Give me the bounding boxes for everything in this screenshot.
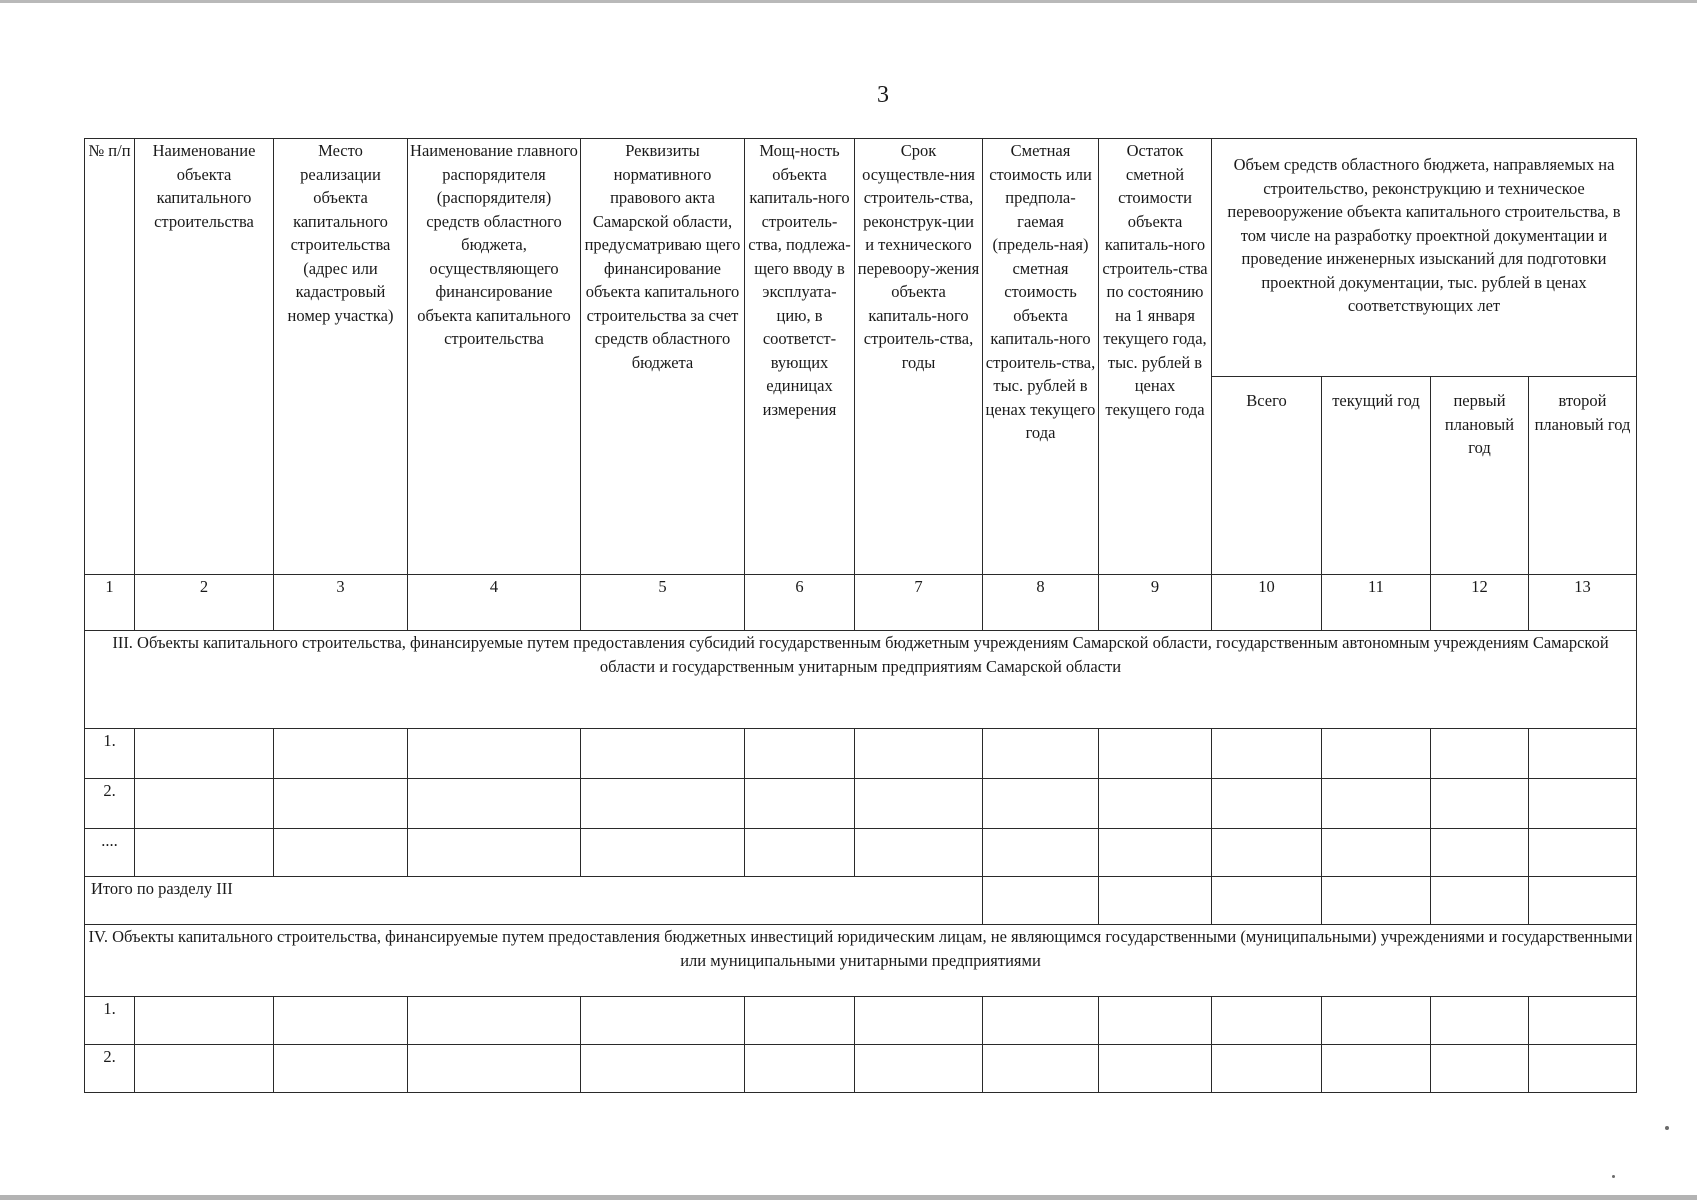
table-cell [274,997,408,1045]
table-cell [855,729,983,779]
table-cell [581,997,745,1045]
table-cell [1431,779,1529,829]
table-cell [135,729,274,779]
table-cell [1099,877,1212,925]
table-cell [855,997,983,1045]
table-cell [745,779,855,829]
table-cell [1099,1045,1212,1093]
table-cell [1529,877,1637,925]
header-row-top [85,139,1637,377]
table-cell [1322,1045,1431,1093]
table-row [85,829,1637,877]
table-cell [581,779,745,829]
table-cell [408,997,581,1045]
column-numbers-row [85,575,1637,631]
table-cell [1431,729,1529,779]
table-cell [135,997,274,1045]
table-cell [983,729,1099,779]
header-capacity: Мощ-ность объекта капиталь-ного строитель-ства, подлежа-щего вводу в эксплуата-цию, в соответст-вующих единицах измерения [745,139,855,575]
table-cell [1322,779,1431,829]
column-number: 13 [1529,575,1637,631]
header-total: Всего [1212,377,1322,575]
capital-construction-table [84,138,1637,1093]
header-remaining-cost: Остаток сметной стоимости объекта капиталь-ного строитель-ства по состоянию на 1 января текущего года, тыс. рублей в ценах текущего года [1099,139,1212,575]
table-cell [1322,877,1431,925]
column-number: 5 [581,575,745,631]
table-cell [983,997,1099,1045]
table-cell [1099,779,1212,829]
scan-edge-top [0,0,1697,3]
row-number: 1. [85,997,135,1045]
row-number: 2. [85,779,135,829]
section-3-total-label: Итого по разделу III [85,877,983,925]
table-cell [274,1045,408,1093]
table-cell [1529,729,1637,779]
table-cell [1212,779,1322,829]
column-number: 9 [1099,575,1212,631]
header-number: № п/п [85,139,135,575]
column-number: 7 [855,575,983,631]
table-cell [1099,997,1212,1045]
table-cell [581,829,745,877]
table-cell [1322,997,1431,1045]
table-row [85,997,1637,1045]
header-first-plan-year: первый плановый год [1431,377,1529,575]
table-cell [1529,779,1637,829]
table-cell [855,1045,983,1093]
header-budget-manager: Наименование главного распорядителя (распорядителя) средств областного бюджета, осуществляющего финансирование объекта капитального строительства [408,139,581,575]
column-number: 8 [983,575,1099,631]
table-cell [745,729,855,779]
column-number: 12 [1431,575,1529,631]
table-cell [1212,1045,1322,1093]
column-number: 11 [1322,575,1431,631]
table-cell [135,779,274,829]
header-construction-period: Срок осуществле-ния строитель-ства, реконструк-ции и технического перевоору-жения объекта капиталь-ного строитель-ства, годы [855,139,983,575]
scan-edge-bottom [0,1195,1697,1200]
column-number: 2 [135,575,274,631]
scan-speck [1665,1126,1669,1130]
section-3-title-row [85,631,1637,729]
header-estimated-cost: Сметная стоимость или предпола-гаемая (предель-ная) сметная стоимость объекта капиталь-ного строитель-ства, тыс. рублей в ценах текущего года [983,139,1099,575]
table-cell [1431,997,1529,1045]
section-4-title: IV. Объекты капитального строительства, финансируемые путем предоставления бюджетных инвестиций юридическим лицам, не являющимся государственными (муниципальными) учреждениями и государственными или муниципальными унитарными предприятиями [85,925,1637,997]
header-location: Место реализации объекта капитального строительства (адрес или кадастровый номер участка) [274,139,408,575]
header-legal-act: Реквизиты нормативного правового акта Самарской области, предусматриваю щего финансирование объекта капитального строительства за счет средств областного бюджета [581,139,745,575]
table-cell [274,729,408,779]
table-cell [581,1045,745,1093]
scan-speck [1612,1175,1615,1178]
header-object-name: Наименование объекта капитального строительства [135,139,274,575]
page-number: 3 [877,82,889,108]
section-3-title: III. Объекты капитального строительства, финансируемые путем предоставления субсидий государственным бюджетным учреждениям Самарской области, государственным автономным учреждениям Самарской области и государственным унитарным предприятиям Самарской области [85,631,1637,729]
header-current-year: текущий год [1322,377,1431,575]
table-row [85,1045,1637,1093]
table-cell [1099,829,1212,877]
section-4-title-row [85,925,1637,997]
table-cell [1529,829,1637,877]
table-cell [1212,877,1322,925]
row-number: 1. [85,729,135,779]
column-number: 1 [85,575,135,631]
table-cell [135,829,274,877]
table-cell [983,779,1099,829]
row-number: .... [85,829,135,877]
column-number: 6 [745,575,855,631]
column-number: 4 [408,575,581,631]
table-cell [1529,1045,1637,1093]
table-cell [745,1045,855,1093]
table-cell [1322,729,1431,779]
section-3-total-row [85,877,1637,925]
table-row [85,729,1637,779]
table-cell [983,1045,1099,1093]
table-cell [855,829,983,877]
column-number: 10 [1212,575,1322,631]
table-row [85,779,1637,829]
table-cell [1322,829,1431,877]
table-cell [1431,1045,1529,1093]
table-cell [855,779,983,829]
table-cell [408,829,581,877]
table-cell [1212,997,1322,1045]
table-cell [408,779,581,829]
table-cell [983,877,1099,925]
header-second-plan-year: второй плановый год [1529,377,1637,575]
table-cell [581,729,745,779]
table-cell [1212,729,1322,779]
table-cell [1431,877,1529,925]
header-budget-volume: Объем средств областного бюджета, направляемых на строительство, реконструкцию и техническое перевооружение объекта капитального строительства, в том числе на разработку проектной документации и проведение инженерных изысканий для подготовки проектной документации, тыс. рублей в ценах соответствующих лет [1212,139,1637,377]
table-cell [745,997,855,1045]
row-number: 2. [85,1045,135,1093]
table-cell [1099,729,1212,779]
table-cell [745,829,855,877]
table-cell [274,779,408,829]
table-cell [1529,997,1637,1045]
table-cell [1431,829,1529,877]
table-cell [983,829,1099,877]
table-cell [408,729,581,779]
table-cell [408,1045,581,1093]
table-cell [1212,829,1322,877]
table-cell [274,829,408,877]
table-cell [135,1045,274,1093]
column-number: 3 [274,575,408,631]
